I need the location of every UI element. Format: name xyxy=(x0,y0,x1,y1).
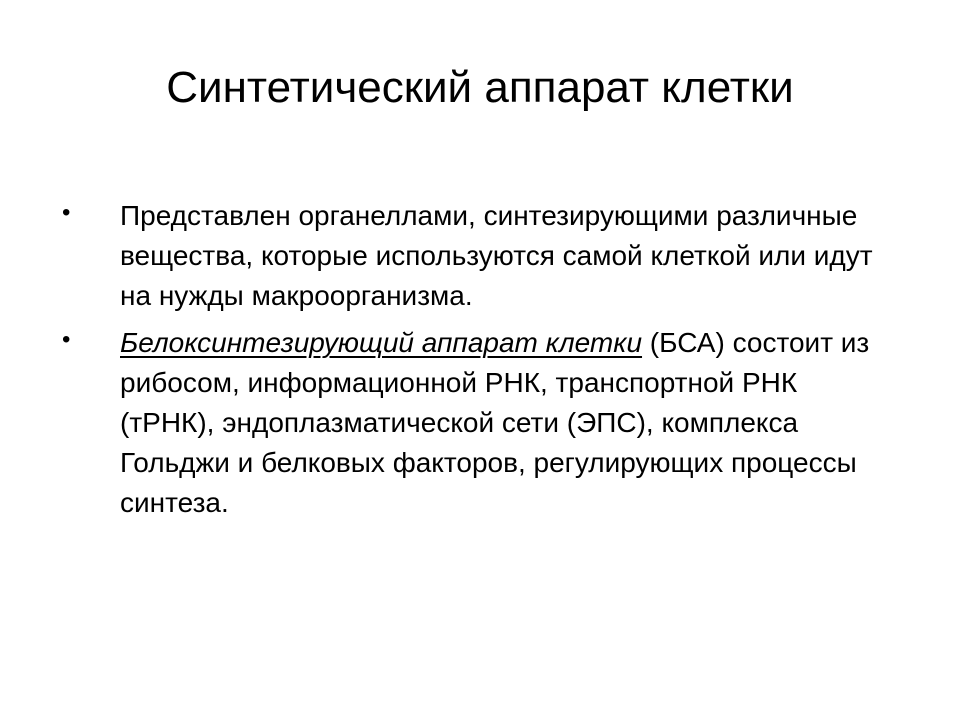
bullet-item-1 xyxy=(62,196,882,316)
bullet-dot-icon: • xyxy=(62,199,71,226)
bullet-text-2: (БСА) состоит из рибосом, информационной РНК, транспортной РНК (тРНК), эндоплазматической сети (ЭПС), комплекса Гольджи и белковых факторов, регулирующих процессы синтеза. xyxy=(120,327,870,518)
bullet-text-1: Представлен органеллами, синтезирующими различные вещества, которые используются самой клеткой или идут на нужды макроорганизма. xyxy=(120,200,873,311)
slide-title: Синтетический аппарат клетки xyxy=(166,63,794,112)
bullet-dot-icon: • xyxy=(62,326,71,353)
bullet-list xyxy=(62,196,882,530)
bullet-item-2 xyxy=(62,323,882,523)
bullet-emphasis-2: Белоксинтезирующий аппарат клетки xyxy=(120,327,643,358)
